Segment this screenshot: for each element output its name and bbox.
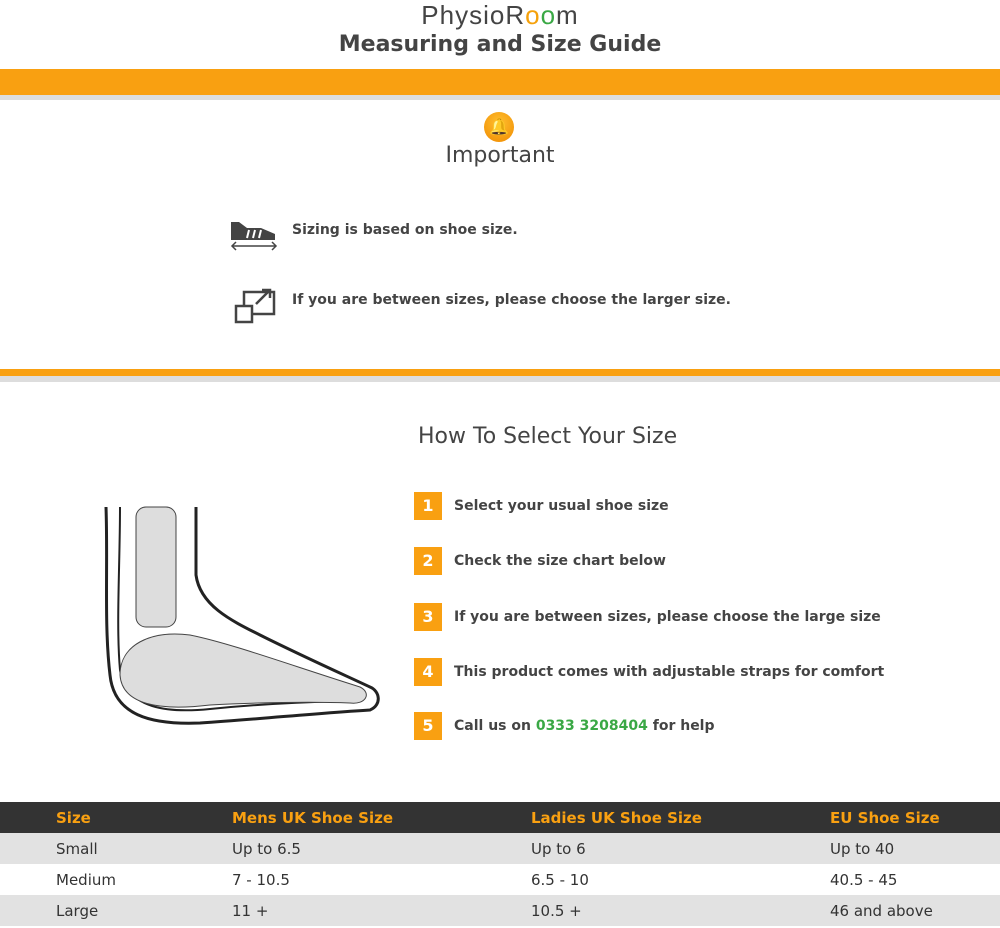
cell: 10.5 + xyxy=(531,895,830,926)
page-title: Measuring and Size Guide xyxy=(338,32,662,57)
step-number: 2 xyxy=(414,547,442,575)
header-ladies: Ladies UK Shoe Size xyxy=(531,802,830,833)
cell: Up to 6 xyxy=(531,833,830,864)
step-4 xyxy=(414,657,884,687)
note-between-sizes: If you are between sizes, please choose the larger size. xyxy=(292,292,731,308)
step-5 xyxy=(414,711,715,741)
step-text: If you are between sizes, please choose the large size xyxy=(454,609,881,625)
step-1 xyxy=(414,491,669,521)
cell: Large xyxy=(0,895,232,926)
header-size: Size xyxy=(0,802,232,833)
orange-divider xyxy=(0,69,1000,95)
resize-icon xyxy=(234,284,278,324)
phone-link[interactable]: 0333 3208404 xyxy=(535,718,648,734)
table-row xyxy=(0,895,1000,926)
table-header xyxy=(0,802,1000,833)
physioroom-logo: PhysioRoom xyxy=(421,0,579,30)
step-3 xyxy=(414,602,881,632)
cell: Medium xyxy=(56,870,116,889)
cell: 7 - 10.5 xyxy=(232,870,290,889)
cell: 40.5 - 45 xyxy=(830,870,898,889)
step-number: 3 xyxy=(414,603,442,631)
shoe-icon xyxy=(229,210,281,252)
foot-skeleton-illustration xyxy=(100,505,385,735)
step-text: Check the size chart below xyxy=(454,553,666,569)
gray-divider xyxy=(0,95,1000,100)
cell: Small xyxy=(0,833,232,864)
size-table xyxy=(0,802,1000,926)
orange-divider xyxy=(0,369,1000,376)
gray-divider xyxy=(0,376,1000,382)
cell: Up to 6.5 xyxy=(232,833,531,864)
step-number: 4 xyxy=(414,658,442,686)
cell: 11 + xyxy=(232,895,531,926)
bell-icon: 🔔 xyxy=(484,112,514,142)
note-shoe-size: Sizing is based on shoe size. xyxy=(292,222,518,238)
step-text: Call us on 0333 3208404 for help xyxy=(454,718,715,734)
header-mens: Mens UK Shoe Size xyxy=(232,802,531,833)
table-row xyxy=(0,833,1000,864)
step-2 xyxy=(414,546,666,576)
how-to-heading: How To Select Your Size xyxy=(418,424,678,449)
cell: Up to 40 xyxy=(830,833,1000,864)
step-number: 5 xyxy=(414,712,442,740)
important-heading: Important xyxy=(445,143,555,168)
cell: 46 and above xyxy=(830,895,1000,926)
step-text: Select your usual shoe size xyxy=(454,498,669,514)
cell: 6.5 - 10 xyxy=(531,870,589,889)
table-row xyxy=(0,864,1000,895)
step-text: This product comes with adjustable straps for comfort xyxy=(454,664,885,680)
step-number: 1 xyxy=(414,492,442,520)
header-eu: EU Shoe Size xyxy=(830,802,1000,833)
